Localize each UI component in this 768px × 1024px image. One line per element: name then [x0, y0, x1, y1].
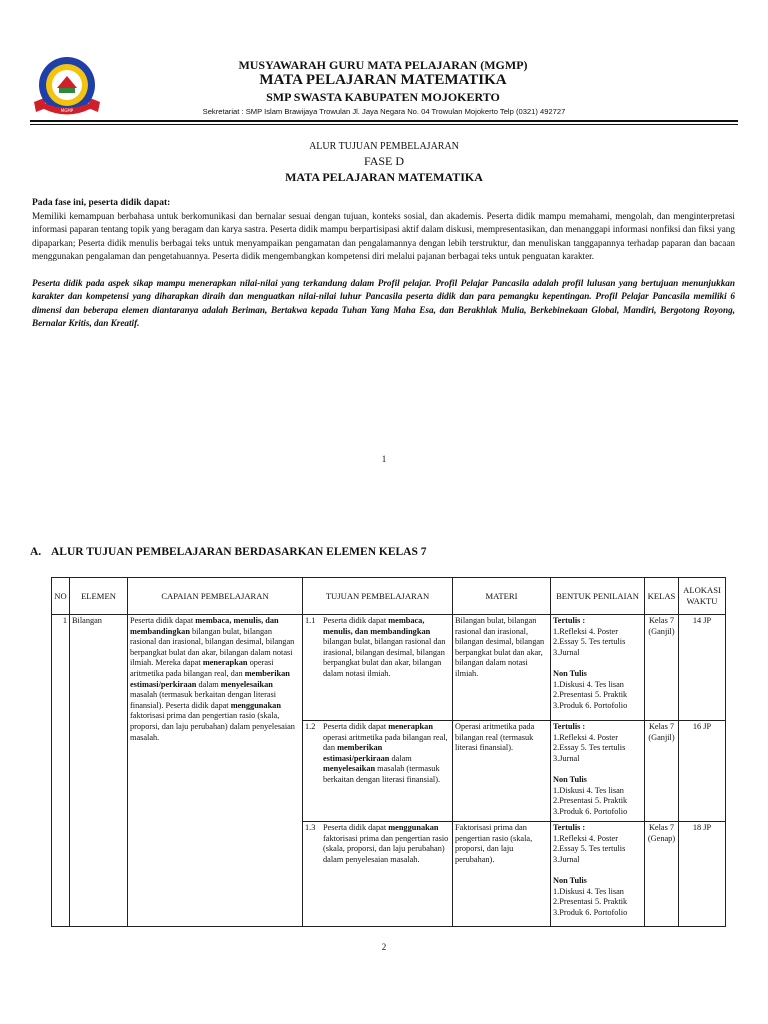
capaian-text: Peserta didik dapat [130, 616, 196, 625]
assessment-spacer [553, 658, 642, 669]
assessment-item: 3.Produk 6. Portofolio [553, 907, 628, 917]
page-number-1: 1 [381, 454, 387, 464]
tp-text [323, 823, 450, 865]
intro-paragraph-2: Peserta didik pada aspek sikap mampu menerapkan nilai-nilai yang terkandung dalam Profil pelajar. Profil Pelajar Pancasila adalah profil lulusan yang bertujuan menunjukkan karakter dan kompetensi yang diharapkan diraih dan menguatkan nilai-nilai luhur Pancasila peserta didik dan para pemangku kepentingan. Profil Pelajar Pancasila memiliki 6 dimensi dan beberapa elemen diantaranya adalah Beriman, Bertakwa kepada Tuhan Yang Maha Esa, dan Berakhlak Mulia, Berkebinekaan Global, Mandiri, Bergotong Royong, Bernalar Kritis, dan Kreatif. [32, 278, 735, 329]
tp-text [323, 616, 450, 680]
assessment-nontulis-label: Non Tulis [553, 774, 587, 784]
tp-number: 1.2 [305, 722, 316, 731]
capaian-text: dalam [196, 679, 221, 689]
assessment-item: 1.Diskusi 4. Tes lisan [553, 886, 624, 896]
assessment-item: 2.Essay 5. Tes tertulis [553, 844, 626, 854]
tp-item [305, 823, 450, 865]
assessment-item: 2.Presentasi 5. Praktik [553, 690, 628, 700]
tp-item [305, 722, 450, 786]
capaian-text: bilangan bulat, bilangan rasional dan irasional, bilangan desimal, bilangan berpangkat bulat dan akar, bilangan dalam notasi ilmiah. Mereka dapat [130, 626, 295, 668]
mgmp-logo [30, 54, 104, 120]
cell-elemen: Bilangan [70, 615, 128, 927]
letterhead-subject: MATA PELAJARAN MATEMATIKA [259, 72, 507, 88]
cell-tujuan [303, 615, 453, 721]
tp-text-bold: membaca, menulis, dan membandingkan [323, 616, 431, 636]
tp-text-part: Peserta didik dapat [323, 823, 389, 832]
section-title: ALUR TUJUAN PEMBELAJARAN BERDASARKAN ELEMEN KELAS 7 [51, 546, 427, 558]
learning-objectives-table [51, 577, 726, 927]
capaian-text: operasi aritmetika pada bilangan real, dan [130, 658, 274, 678]
tp-text [323, 722, 450, 786]
tp-text-bold: memberikan estimasi/perkiraan [323, 743, 390, 763]
header-bentuk-penilaian: BENTUK PENILAIAN [551, 578, 645, 615]
cell-kelas: Kelas 7 (Genap) [645, 822, 679, 927]
assessment-item: 1.Refleksi 4. Poster [553, 626, 618, 636]
letterhead-rule-thin [30, 124, 738, 125]
capaian-bold: menggunakan [230, 700, 281, 710]
assessment-item: 2.Presentasi 5. Praktik [553, 796, 628, 806]
cell-tujuan [303, 822, 453, 927]
cell-materi: Faktorisasi prima dan pengertian rasio (skala, proporsi, dan laju perubahan). [453, 822, 551, 927]
capaian-bold: menyelesaikan [220, 679, 273, 689]
tp-text-part: bilangan bulat, bilangan rasional dan irasional, bilangan desimal, bilangan berpangkat bulat dan akar, bilangan dalam notasi ilmiah. [323, 637, 446, 678]
assessment-tertulis-label: Tertulis : [553, 722, 586, 731]
capaian-bold: memberikan estimasi/perkiraan [130, 668, 290, 689]
letterhead-rule-thick [30, 120, 738, 122]
doc-title-line2: FASE D [363, 154, 405, 168]
tp-item [305, 616, 450, 680]
table-row [52, 615, 726, 721]
assessment-tertulis-label: Tertulis : [553, 616, 586, 625]
header-alokasi-waktu: ALOKASI WAKTU [679, 578, 726, 615]
letterhead-address: Sekretariat : SMP Islam Brawijaya Trowulan Jl. Jaya Negara No. 04 Trowulan Mojokerto Telp (0321) 492727 [202, 107, 566, 116]
capaian-text: faktorisasi prima dan pengertian rasio (skala, proporsi, dan laju perubahan) dalam penyelesaian masalah. [130, 711, 295, 742]
header-capaian: CAPAIAN PEMBELAJARAN [128, 578, 303, 615]
capaian-text: masalah (termasuk berkaitan dengan literasi finansial). Peserta didik dapat [130, 690, 277, 710]
tp-text-part: Peserta didik dapat [323, 722, 389, 731]
assessment-item: 1.Diskusi 4. Tes lisan [553, 785, 624, 795]
assessment-item: 1.Diskusi 4. Tes lisan [553, 679, 624, 689]
cell-alokasi-waktu: 14 JP [679, 615, 726, 721]
letterhead-org: MUSYAWARAH GURU MATA PELAJARAN (MGMP) [238, 58, 528, 72]
assessment-item: 2.Essay 5. Tes tertulis [553, 637, 626, 647]
page-number-2: 2 [381, 942, 387, 952]
cell-bentuk-penilaian [551, 615, 645, 721]
tp-text-part: masalah (termasuk berkaitan dengan literasi finansial). [323, 764, 441, 784]
assessment-tertulis-label: Tertulis : [553, 823, 586, 832]
doc-title-line3: MATA PELAJARAN MATEMATIKA [285, 170, 483, 184]
header-tujuan: TUJUAN PEMBELAJARAN [303, 578, 453, 615]
letterhead-school: SMP SWASTA KABUPATEN MOJOKERTO [266, 90, 500, 104]
header-no: NO [52, 578, 70, 615]
assessment-item: 3.Jurnal [553, 753, 580, 763]
cell-alokasi-waktu: 16 JP [679, 721, 726, 822]
assessment-nontulis-label: Non Tulis [553, 875, 587, 885]
tp-text-part: operasi aritmetika pada bilangan real, dan [323, 732, 448, 753]
cell-capaian [128, 615, 303, 927]
tp-text-bold: menyelesaikan [323, 764, 376, 774]
section-letter: A. [30, 546, 42, 558]
intro-heading: Pada fase ini, peserta didik dapat: [32, 198, 171, 208]
tp-text-part: faktorisasi prima dan pengertian rasio (skala, proporsi, dan laju perubahan) dalam penyelesaian masalah. [323, 833, 449, 864]
assessment-item: 1.Refleksi 4. Poster [553, 833, 618, 843]
header-elemen: ELEMEN [70, 578, 128, 615]
assessment-nontulis-label: Non Tulis [553, 668, 587, 678]
doc-title-line1: ALUR TUJUAN PEMBELAJARAN [309, 141, 459, 152]
header-kelas: KELAS [645, 578, 679, 615]
cell-kelas: Kelas 7 (Ganjil) [645, 721, 679, 822]
capaian-bold: menerapkan [202, 658, 248, 668]
section-heading [30, 546, 427, 558]
assessment-item: 3.Produk 6. Portofolio [553, 700, 628, 710]
cell-materi: Operasi aritmetika pada bilangan real (termasuk literasi finansial). [453, 721, 551, 822]
tp-text-part: Peserta didik dapat [323, 616, 389, 625]
cell-bentuk-penilaian [551, 822, 645, 927]
assessment-item: 2.Presentasi 5. Praktik [553, 897, 628, 907]
tp-text-part: dalam [389, 753, 412, 763]
assessment-item: 3.Jurnal [553, 854, 580, 864]
cell-alokasi-waktu: 18 JP [679, 822, 726, 927]
assessment-spacer [553, 764, 642, 775]
cell-no: 1 [52, 615, 70, 927]
tp-text-bold: menggunakan [388, 823, 439, 832]
tp-number: 1.1 [305, 616, 316, 625]
logo-ribbon-text: MGMP [60, 108, 74, 113]
cell-materi: Bilangan bulat, bilangan rasional dan irasional, bilangan desimal, bilangan berpangkat bulat dan akar, bilangan dalam notasi ilmiah. [453, 615, 551, 721]
assessment-spacer [553, 865, 642, 876]
assessment-item: 1.Refleksi 4. Poster [553, 732, 618, 742]
tp-number: 1.3 [305, 823, 316, 832]
intro-paragraph-1: Memiliki kemampuan berbahasa untuk berkomunikasi dan bernalar sesuai dengan tujuan, konteks sosial, dan akademis. Peserta didik mampu memahami, mengolah, dan menginterpretasi informasi paparan tentang topik yang beragam dan karya sastra. Peserta didik mampu berpartisipasi aktif dalam diskusi, mempresentasikan, dan menanggapi informasi nonfiksi dan fiksi yang dipaparkan; Peserta didik menulis berbagai teks untuk menyampaikan pengamatan dan pengalamannya dengan lebih terstruktur, dan menuliskan tanggapannya terhadap paparan dan bacaan menggunakan pengalaman dan pengetahuannya. Peserta didik mengembangkan kompetensi diri melalui pajanan berbagai teks untuk penguatan karakter. [32, 211, 735, 262]
assessment-item: 2.Essay 5. Tes tertulis [553, 743, 626, 753]
cell-bentuk-penilaian [551, 721, 645, 822]
assessment-item: 3.Jurnal [553, 647, 580, 657]
tp-text-bold: menerapkan [388, 722, 433, 731]
header-materi: MATERI [453, 578, 551, 615]
capaian-bold: membaca, menulis, dan membandingkan [130, 616, 279, 636]
table-header-row [52, 578, 726, 615]
assessment-item: 3.Produk 6. Portofolio [553, 806, 628, 816]
cell-kelas: Kelas 7 (Ganjil) [645, 615, 679, 721]
cell-tujuan [303, 721, 453, 822]
